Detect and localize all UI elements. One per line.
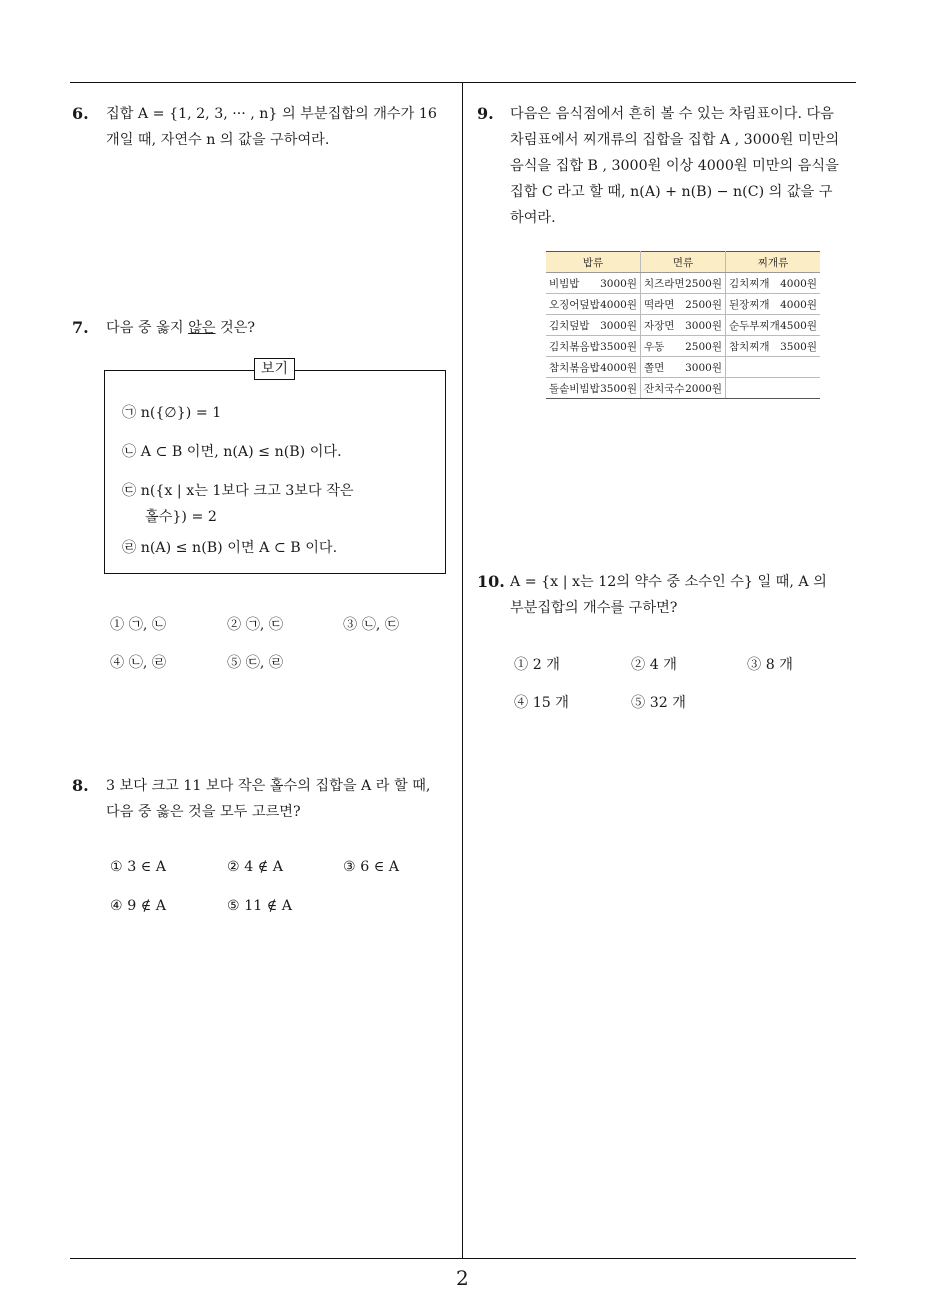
q10-choice-3[interactable]: ③ 8 개	[747, 657, 793, 673]
question-8-line: 3 보다 크고 11 보다 작은 홀수의 집합을 A 라 할 때,	[106, 778, 431, 794]
q8-choice-3[interactable]: ③ 6 ∈ A	[343, 859, 400, 875]
column-divider	[462, 82, 463, 1258]
bogi-label: 보기	[254, 358, 295, 380]
question-10-number: 10.	[477, 572, 505, 591]
menu-empty-cell	[726, 357, 821, 378]
menu-item-price: 4000원	[780, 298, 817, 311]
q7-choice-4[interactable]: ④ ㉡, ㉣	[110, 655, 167, 671]
menu-empty-cell	[726, 378, 821, 399]
q10-choice-1[interactable]: ① 2 개	[514, 657, 560, 673]
q8-choice-2[interactable]: ② 4 ∉ A	[227, 859, 284, 875]
question-6-line: 개일 때, 자연수 n 의 값을 구하여라.	[106, 132, 330, 148]
question-8-line: 다음 중 옳은 것을 모두 고르면?	[106, 804, 301, 820]
bogi-item-1: ㉠ n({∅}) = 1	[122, 405, 222, 421]
table-row	[546, 378, 820, 399]
menu-item-price: 3000원	[685, 319, 722, 332]
menu-item-name: 김치덮밥	[549, 319, 590, 332]
menu-item-price: 3000원	[600, 319, 637, 332]
question-9-line: 음식을 집합 B , 3000원 이상 4000원 미만의 음식을	[510, 158, 839, 174]
question-7-prefix: 다음 중 옳지	[106, 320, 189, 336]
menu-item-name: 치즈라면	[644, 277, 685, 290]
top-rule	[70, 82, 856, 83]
q8-choice-5[interactable]: ⑤ 11 ∉ A	[227, 898, 293, 914]
question-7-underlined: 않은	[188, 320, 216, 336]
q7-choice-5[interactable]: ⑤ ㉢, ㉣	[227, 655, 284, 671]
q7-choice-3[interactable]: ③ ㉡, ㉢	[343, 617, 400, 633]
question-6-text	[106, 101, 437, 153]
menu-item-name: 우동	[644, 340, 665, 353]
menu-table	[546, 251, 820, 399]
table-row	[546, 294, 820, 315]
menu-item-name: 김치찌개	[729, 277, 770, 290]
bogi-item-3-cont: 홀수}) = 2	[145, 509, 217, 525]
menu-item-price: 2500원	[685, 277, 722, 290]
q8-choice-1[interactable]: ① 3 ∈ A	[110, 859, 167, 875]
menu-header: 찌개류	[726, 252, 821, 273]
bogi-item-4: ㉣ n(A) ≤ n(B) 이면 A ⊂ B 이다.	[122, 540, 338, 556]
question-9-number: 9.	[477, 104, 494, 123]
menu-item-name: 떡라면	[644, 298, 675, 311]
table-row	[546, 357, 820, 378]
menu-item-price: 2500원	[685, 340, 722, 353]
menu-item-name: 된장찌개	[729, 298, 770, 311]
q10-choice-2[interactable]: ② 4 개	[631, 657, 677, 673]
menu-item-price: 4000원	[600, 361, 637, 374]
question-7-suffix: 것은?	[215, 320, 256, 336]
menu-header: 밥류	[546, 252, 641, 273]
menu-item-name: 비빔밥	[549, 277, 580, 290]
question-9-line: 다음은 음식점에서 흔히 볼 수 있는 차림표이다. 다음	[510, 106, 834, 122]
menu-item-name: 김치볶음밥	[549, 340, 600, 353]
menu-item-price: 3500원	[780, 340, 817, 353]
q8-choice-4[interactable]: ④ 9 ∉ A	[110, 898, 167, 914]
question-6-number: 6.	[72, 104, 89, 123]
menu-item-price: 2500원	[685, 298, 722, 311]
bogi-item-3: ㉢ n({x | x는 1보다 크고 3보다 작은	[122, 483, 354, 499]
menu-item-price: 3000원	[600, 277, 637, 290]
q7-choice-2[interactable]: ② ㉠, ㉢	[227, 617, 284, 633]
question-8-number: 8.	[72, 776, 89, 795]
menu-item-name: 참치볶음밥	[549, 361, 600, 374]
question-6-line: 집합 A = {1, 2, 3, ··· , n} 의 부분집합의 개수가 16	[106, 106, 437, 122]
menu-item-price: 4500원	[780, 319, 817, 332]
menu-item-name: 순두부찌개	[729, 319, 780, 332]
menu-header: 면류	[641, 252, 726, 273]
menu-item-price: 2000원	[685, 382, 722, 395]
question-9-line: 집합 C 라고 할 때, n(A) + n(B) − n(C) 의 값을 구	[510, 184, 833, 200]
menu-item-price: 4000원	[780, 277, 817, 290]
table-row	[546, 336, 820, 357]
q7-choice-1[interactable]: ① ㉠, ㉡	[110, 617, 167, 633]
question-9-line: 하여라.	[510, 210, 556, 226]
menu-item-name: 돌솥비빔밥	[549, 382, 600, 395]
bogi-item-2: ㉡ A ⊂ B 이면, n(A) ≤ n(B) 이다.	[122, 444, 342, 460]
table-row	[546, 315, 820, 336]
menu-item-price: 3500원	[600, 340, 637, 353]
menu-item-name: 잔치국수	[644, 382, 685, 395]
menu-item-price: 4000원	[600, 298, 637, 311]
q10-choice-4[interactable]: ④ 15 개	[514, 695, 569, 711]
menu-item-name: 참치찌개	[729, 340, 770, 353]
table-row	[546, 273, 820, 294]
question-7-number: 7.	[72, 318, 89, 337]
q10-choice-5[interactable]: ⑤ 32 개	[631, 695, 686, 711]
question-10-text	[510, 569, 827, 621]
question-9-line: 차림표에서 찌개류의 집합을 집합 A , 3000원 미만의	[510, 132, 840, 148]
menu-item-name: 자장면	[644, 319, 675, 332]
question-8-text	[106, 773, 430, 825]
bottom-rule	[70, 1258, 856, 1259]
menu-item-name: 오징어덮밥	[549, 298, 600, 311]
question-10-line: 부분집합의 개수를 구하면?	[510, 600, 678, 616]
question-7-text	[106, 315, 255, 341]
question-9-text	[510, 101, 839, 231]
page-number: 2	[456, 1266, 469, 1290]
question-10-line: A = {x | x는 12의 약수 중 소수인 수} 일 때, A 의	[510, 574, 827, 590]
menu-item-name: 쫄면	[644, 361, 665, 374]
menu-item-price: 3500원	[600, 382, 637, 395]
menu-item-price: 3000원	[685, 361, 722, 374]
